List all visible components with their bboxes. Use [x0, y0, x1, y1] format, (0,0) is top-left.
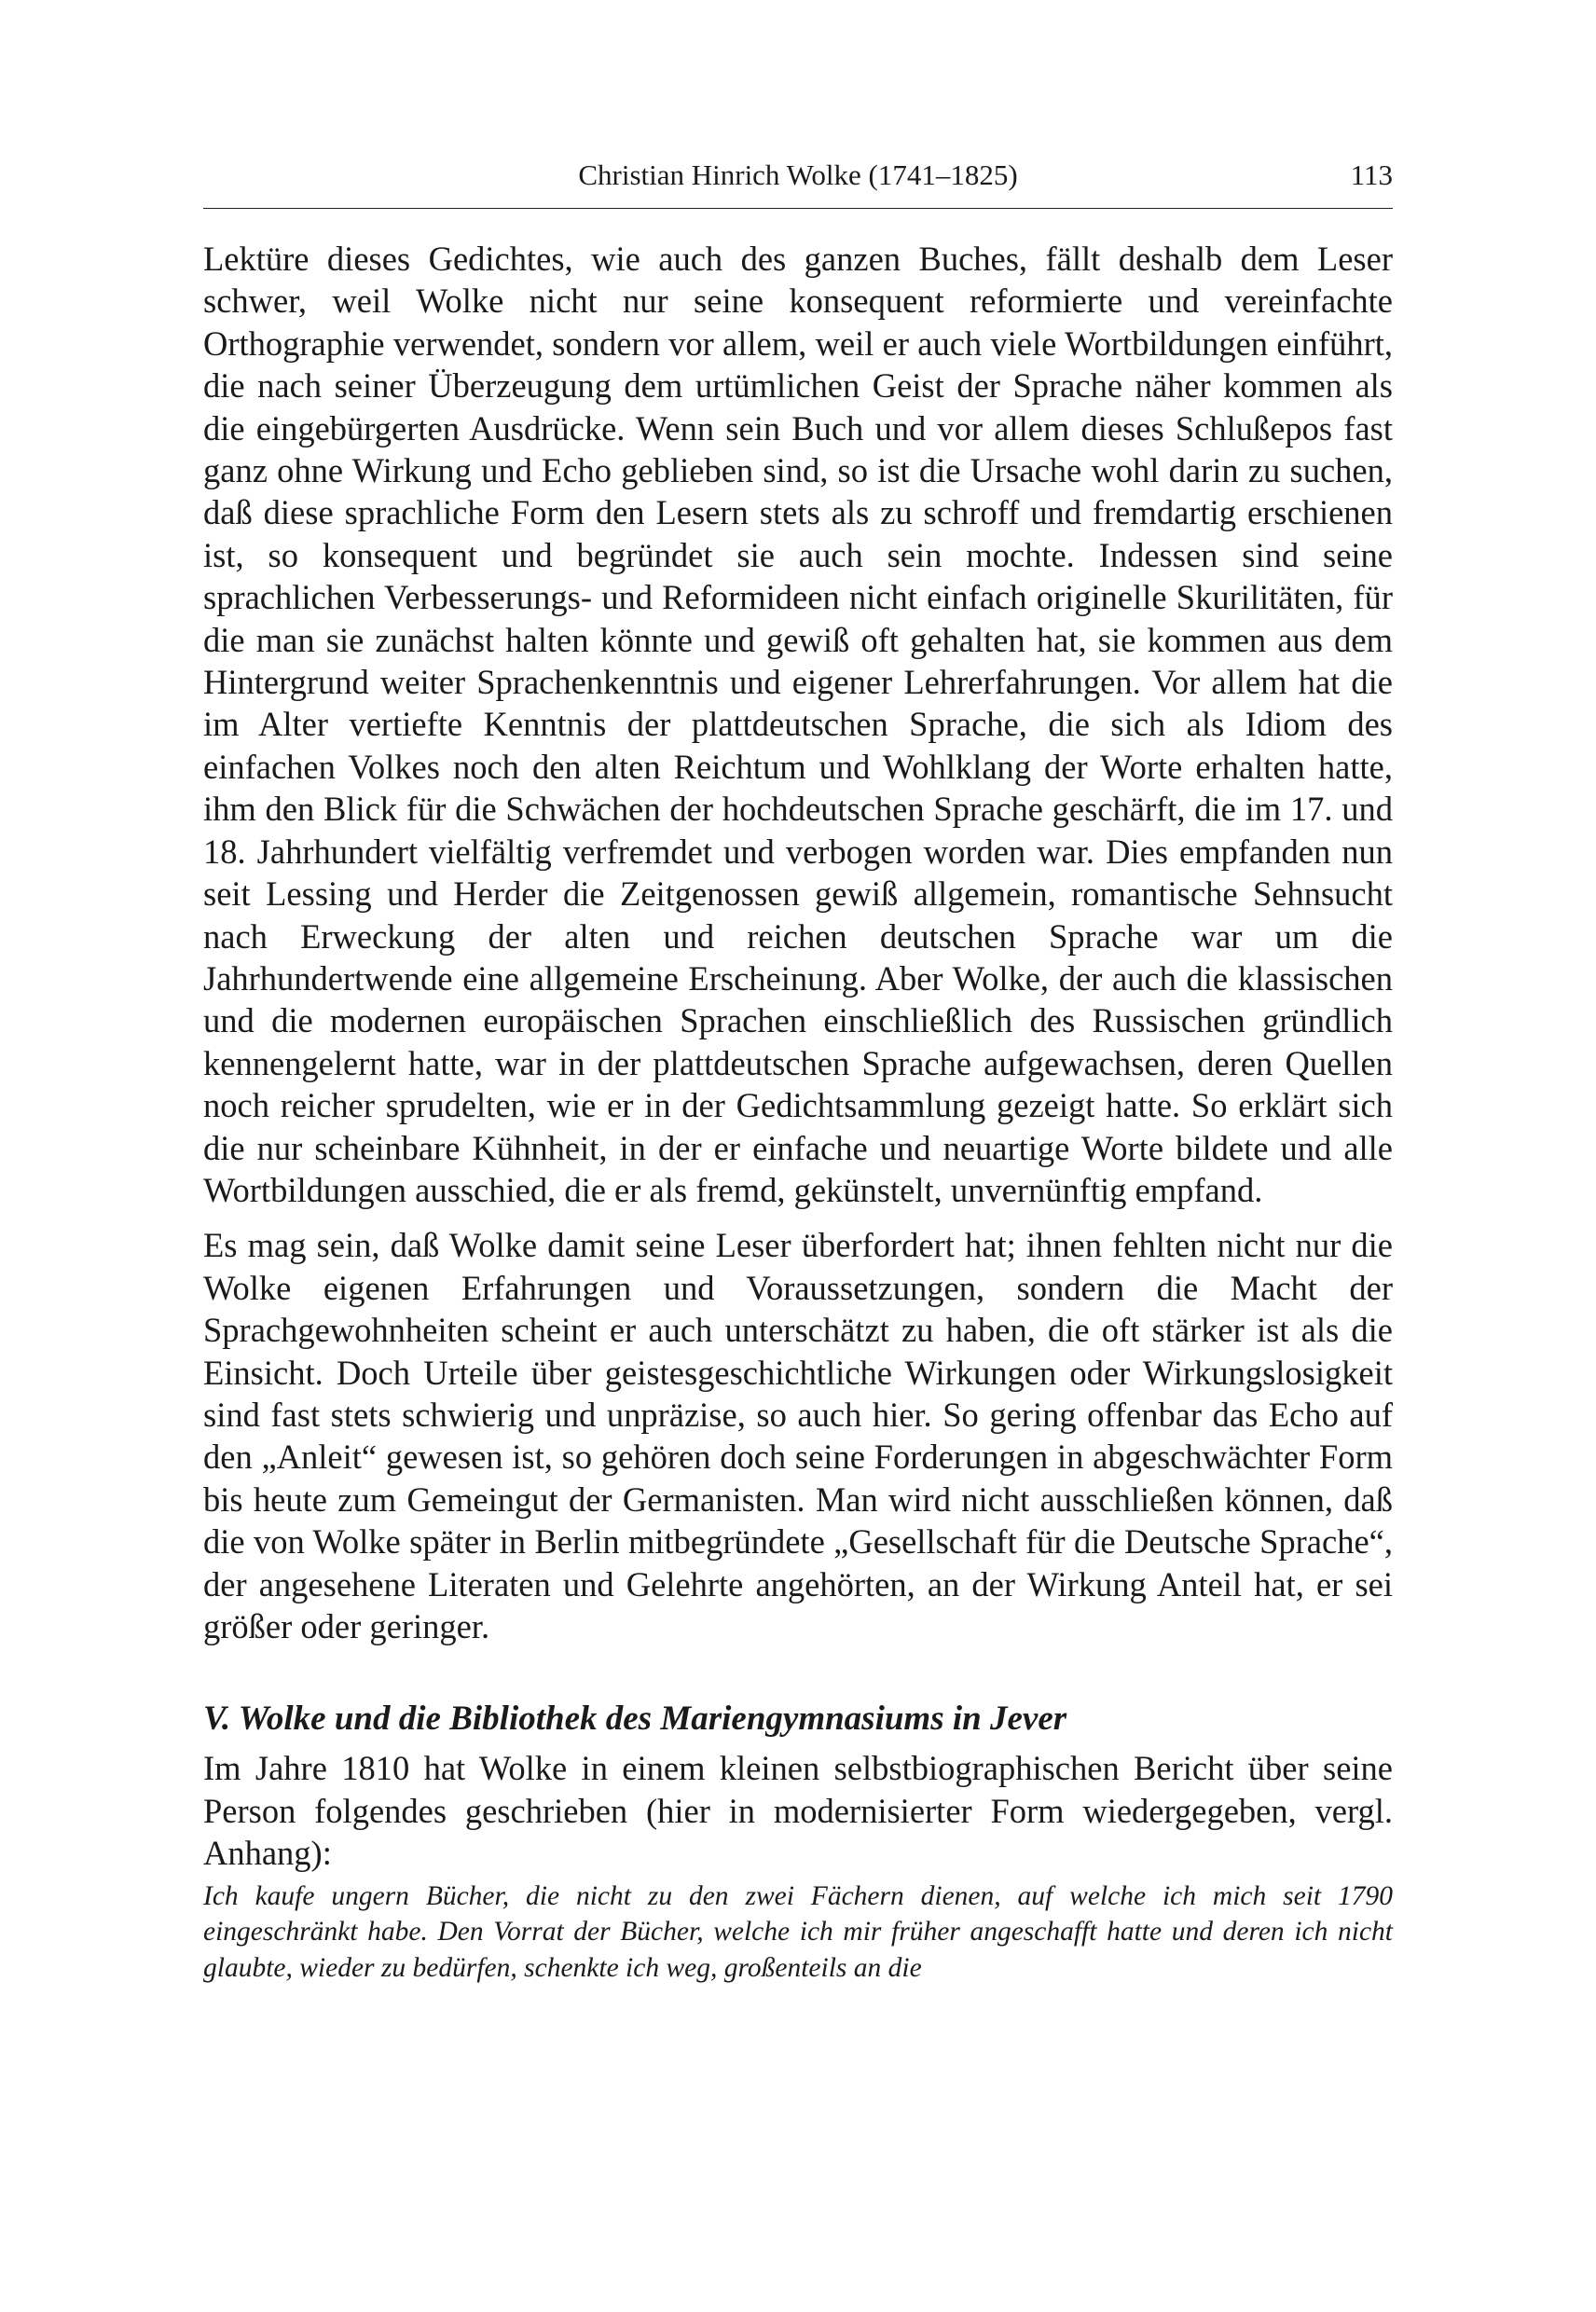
body-text — [203, 238, 1393, 2014]
paragraph-1: Lektüre dieses Gedichtes, wie auch des ganzen Buches, fällt deshalb dem Leser schwer, weil Wolke nicht nur seine konsequent reformierte und vereinfachte Orthographie verwendet, sondern vor allem, weil er auch viele Wortbildungen einführt, die nach seiner Überzeugung dem urtümlichen Geist der Sprache näher kommen als die eingebürgerten Ausdrücke. Wenn sein Buch und vor allem dieses Schlußepos fast ganz ohne Wirkung und Echo geblieben sind, so ist die Ursache wohl darin zu suchen, daß diese sprachliche Form den Lesern stets als zu schroff und fremdartig erschienen ist, so konsequent und begründet sie auch sein mochte. Indessen sind seine sprachlichen Verbesserungs- und Reformideen nicht einfach originelle Skurilitäten, für die man sie zunächst halten könnte und gewiß oft gehalten hat, sie kommen aus dem Hintergrund weiter Sprachenkenntnis und eigener Lehrerfahrungen. Vor allem hat die im Alter vertiefte Kenntnis der plattdeutschen Sprache, die sich als Idiom des einfachen Volkes noch den alten Reichtum und Wohlklang der Worte erhalten hatte, ihm den Blick für die Schwächen der hochdeutschen Sprache geschärft, die im 17. und 18. Jahrhundert vielfältig verfremdet und verbogen worden war. Dies empfanden nun seit Lessing und Herder die Zeitgenossen gewiß allgemein, romantische Sehnsucht nach Erweckung der alten und reichen deutschen Sprache war um die Jahrhundertwende eine allgemeine Erscheinung. Aber Wolke, der auch die klassischen und die modernen europäischen Sprachen einschließlich des Russischen gründlich kennengelernt hatte, war in der plattdeutschen Sprache aufgewachsen, deren Quellen noch reicher sprudelten, wie er in der Gedichtsammlung gezeigt hatte. So erklärt sich die nur scheinbare Kühnheit, in der er einfache und neuartige Worte bildete und alle Wortbildungen ausschied, die er als fremd, gekünstelt, unvernünftig empfand. — [203, 240, 1393, 1209]
header-rule — [203, 208, 1393, 209]
section-intro: Im Jahre 1810 hat Wolke in einem kleinen selbstbiographischen Bericht über seine Person folgendes geschrieben (hier in modernisierter Form wiedergegeben, vergl. Anhang): — [203, 1749, 1393, 1873]
section-heading: V. Wolke und die Bibliothek des Mariengymnasiums in Jever — [203, 1700, 1067, 1739]
paragraph-2: Es mag sein, daß Wolke damit seine Leser überfordert hat; ihnen fehlten nicht nur die Wolke eigenen Erfahrungen und Voraussetzungen, sondern die Macht der Sprachgewohnheiten scheint er auch unterschätzt zu haben, die oft stärker ist als die Einsicht. Doch Urteile über geistesgeschichtliche Wirkungen oder Wirkungslosigkeit sind fast stets schwierig und unpräzise, so auch hier. So gering offenbar das Echo auf den „Anleit“ gewesen ist, so gehören doch seine Forderungen in abgeschwächter Form bis heute zum Gemeingut der Germanisten. Man wird nicht ausschließen können, daß die von Wolke später in Berlin mitbegründete „Gesellschaft für die Deutsche Sprache“, der angesehene Literaten und Gelehrte angehörten, an der Wirkung Anteil hat, er sei größer oder geringer. — [203, 1226, 1393, 1645]
block-quote: Ich kaufe ungern Bücher, die nicht zu den zwei Fächern dienen, auf welche ich mich seit 1790 eingeschränkt habe. Den Vorrat der Bücher, welche ich mir früher angeschafft hatte und deren ich nicht glaubte, wieder zu bedürfen, schenkte ich weg, großenteils an die — [203, 1880, 1393, 1983]
running-title: Christian Hinrich Wolke (1741–1825) — [578, 158, 1018, 191]
page-number: 113 — [1350, 158, 1393, 191]
running-header — [203, 158, 1393, 200]
